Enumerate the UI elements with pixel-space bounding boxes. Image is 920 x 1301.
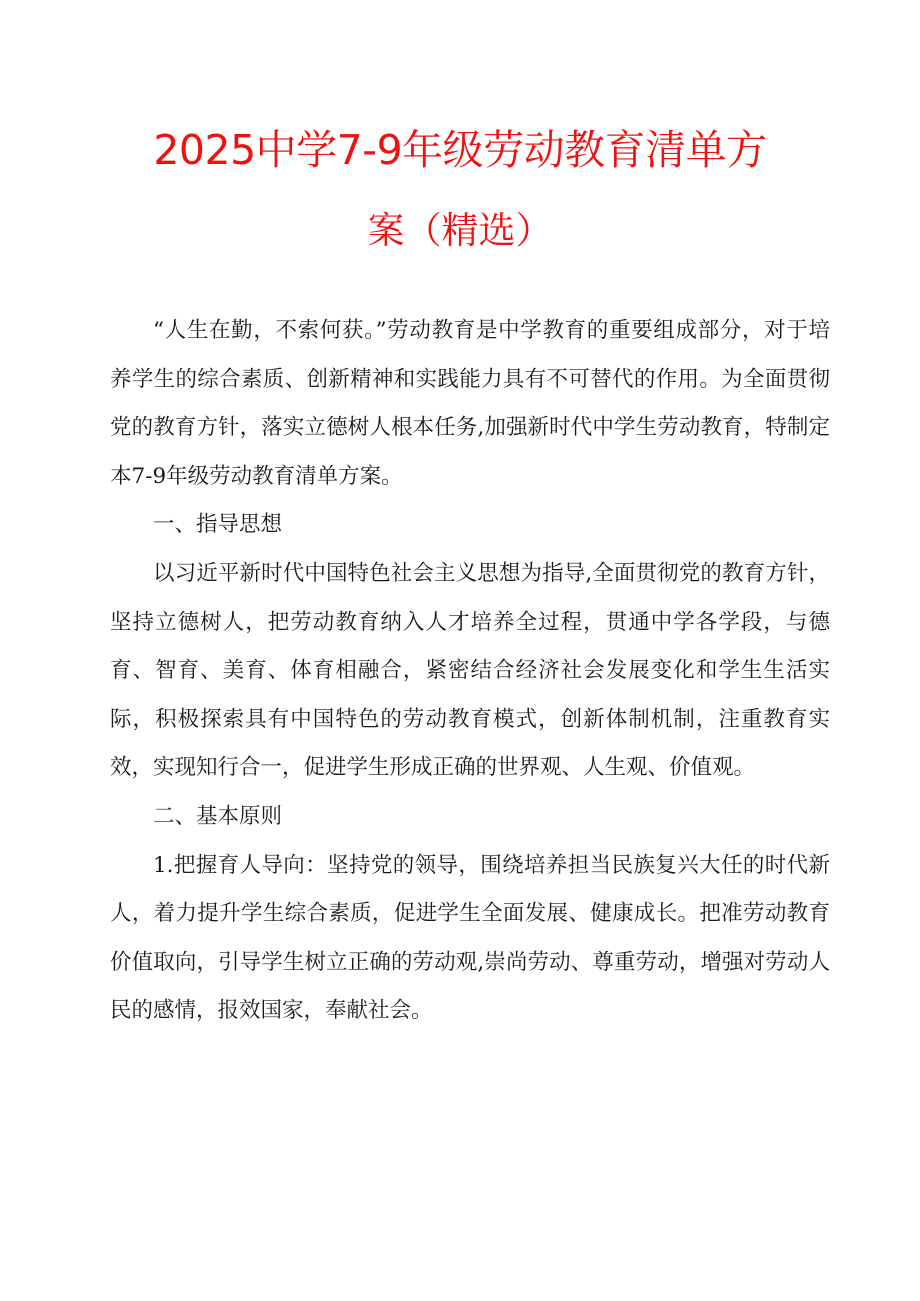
document-body <box>110 307 830 1036</box>
principle-1-paragraph: 1.把握育人导向：坚持党的领导，围绕培养担当民族复兴大任的时代新人，着力提升学生综合素质，促进学生全面发展、健康成长。把准劳动教育价值取向，引导学生树立正确的劳动观,崇尚劳动、尊重劳动，增强对劳动人民的感情，报效国家，奉献社会。 <box>110 852 830 1024</box>
document-title-line-1: 2025中学7-9年级劳动教育清单方 <box>153 126 767 174</box>
intro-paragraph: “人生在勤，不索何获。”劳动教育是中学教育的重要组成部分，对于培养学生的综合素质、创新精神和实践能力具有不可替代的作用。为全面贯彻党的教育方针，落实立德树人根本任务,加强新时代中学生劳动教育，特制定本7-9年级劳动教育清单方案。 <box>110 318 830 489</box>
section-heading-basic-principles: 二、基本原则 <box>153 803 283 829</box>
document-title-line-2: 案（精选） <box>367 209 553 252</box>
section-heading-guiding-ideology: 一、指导思想 <box>153 512 283 538</box>
guiding-ideology-paragraph: 以习近平新时代中国特色社会主义思想为指导,全面贯彻党的教育方针，坚持立德树人，把劳动教育纳入人才培养全过程，贯通中学各学段，与德育、智育、美育、体育相融合，紧密结合经济社会发展变化和学生生活实际，积极探索具有中国特色的劳动教育模式，创新体制机制，注重教育实效，实现知行合一，促进学生形成正确的世界观、人生观、价值观。 <box>110 560 830 781</box>
